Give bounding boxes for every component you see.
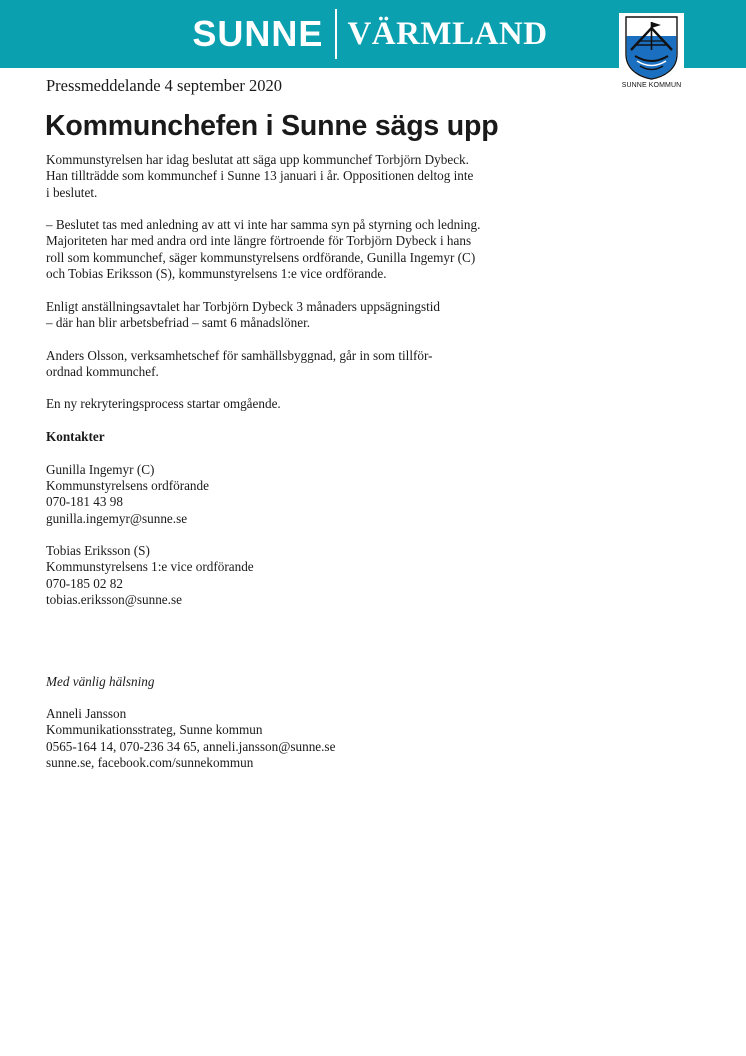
brand-varmland: VÄRMLAND — [347, 15, 548, 52]
press-release-body — [46, 152, 516, 771]
contact-name: Tobias Eriksson (S) — [46, 543, 150, 559]
text-line: ordnad kommunchef. — [46, 363, 159, 379]
paragraph-4 — [46, 348, 516, 381]
text-line: Kommunstyrelsen har idag beslutat att säga upp kommunchef Torbjörn Dybeck. — [46, 152, 469, 167]
dateline: Pressmeddelande 4 september 2020 — [46, 76, 282, 95]
brand-wordmark — [150, 8, 590, 60]
closing-greeting: Med vänlig hälsning — [46, 673, 155, 689]
signature-block — [46, 706, 516, 771]
municipal-crest-logo — [619, 13, 684, 94]
brand-sunne: SUNNE — [192, 13, 324, 54]
paragraph-5 — [46, 396, 516, 412]
contact-phone: 070-181 43 98 — [46, 494, 123, 510]
contact-email: tobias.eriksson@sunne.se — [46, 592, 182, 608]
text-line: i beslutet. — [46, 184, 98, 200]
text-line: Enligt anställningsavtalet har Torbjörn Dybeck 3 månaders uppsägningstid — [46, 298, 441, 314]
text-line: – där han blir arbetsbefriad – samt 6 månadslöner. — [46, 314, 311, 330]
contact-2 — [46, 543, 516, 608]
text-line: och Tobias Eriksson (S), kommunstyrelsens 1:e vice ordförande. — [46, 266, 387, 282]
signature-name: Anneli Jansson — [46, 706, 127, 722]
text-line: En ny rekryteringsprocess startar omgående. — [46, 396, 281, 412]
text-line: Majoriteten har med andra ord inte längre förtroende för Torbjörn Dybeck i hans — [46, 233, 472, 249]
text-line: Han tillträdde som kommunchef i Sunne 13 januari i år. Oppositionen deltog inte — [46, 168, 474, 184]
paragraph-1 — [46, 152, 516, 201]
contact-role: Kommunstyrelsens ordförande — [46, 477, 209, 493]
contact-email: gunilla.ingemyr@sunne.se — [46, 510, 188, 526]
signature-title: Kommunikationsstrateg, Sunne kommun — [46, 722, 263, 738]
text-line: – Beslutet tas med anledning av att vi inte har samma syn på styrning och ledning. — [46, 217, 481, 233]
contact-name: Gunilla Ingemyr (C) — [46, 461, 155, 477]
signature-links: sunne.se, facebook.com/sunnekommun — [46, 754, 254, 770]
contact-role: Kommunstyrelsens 1:e vice ordförande — [46, 559, 254, 575]
contact-phone: 070-185 02 82 — [46, 575, 123, 591]
logo-caption: SUNNE KOMMUN — [621, 82, 682, 89]
paragraph-3 — [46, 299, 516, 332]
contacts-heading: Kontakter — [46, 429, 105, 445]
coat-of-arms-icon — [625, 16, 678, 80]
page-title: Kommunchefen i Sunne sägs upp — [45, 110, 499, 142]
signature-contact: 0565-164 14, 070-236 34 65, anneli.jansson@sunne.se — [46, 738, 336, 754]
text-line: roll som kommunchef, säger kommunstyrelsens ordförande, Gunilla Ingemyr (C) — [46, 249, 476, 265]
paragraph-2 — [46, 217, 516, 282]
contact-1 — [46, 462, 516, 527]
text-line: Anders Olsson, verksamhetschef för samhällsbyggnad, går in som tillför- — [46, 347, 433, 363]
